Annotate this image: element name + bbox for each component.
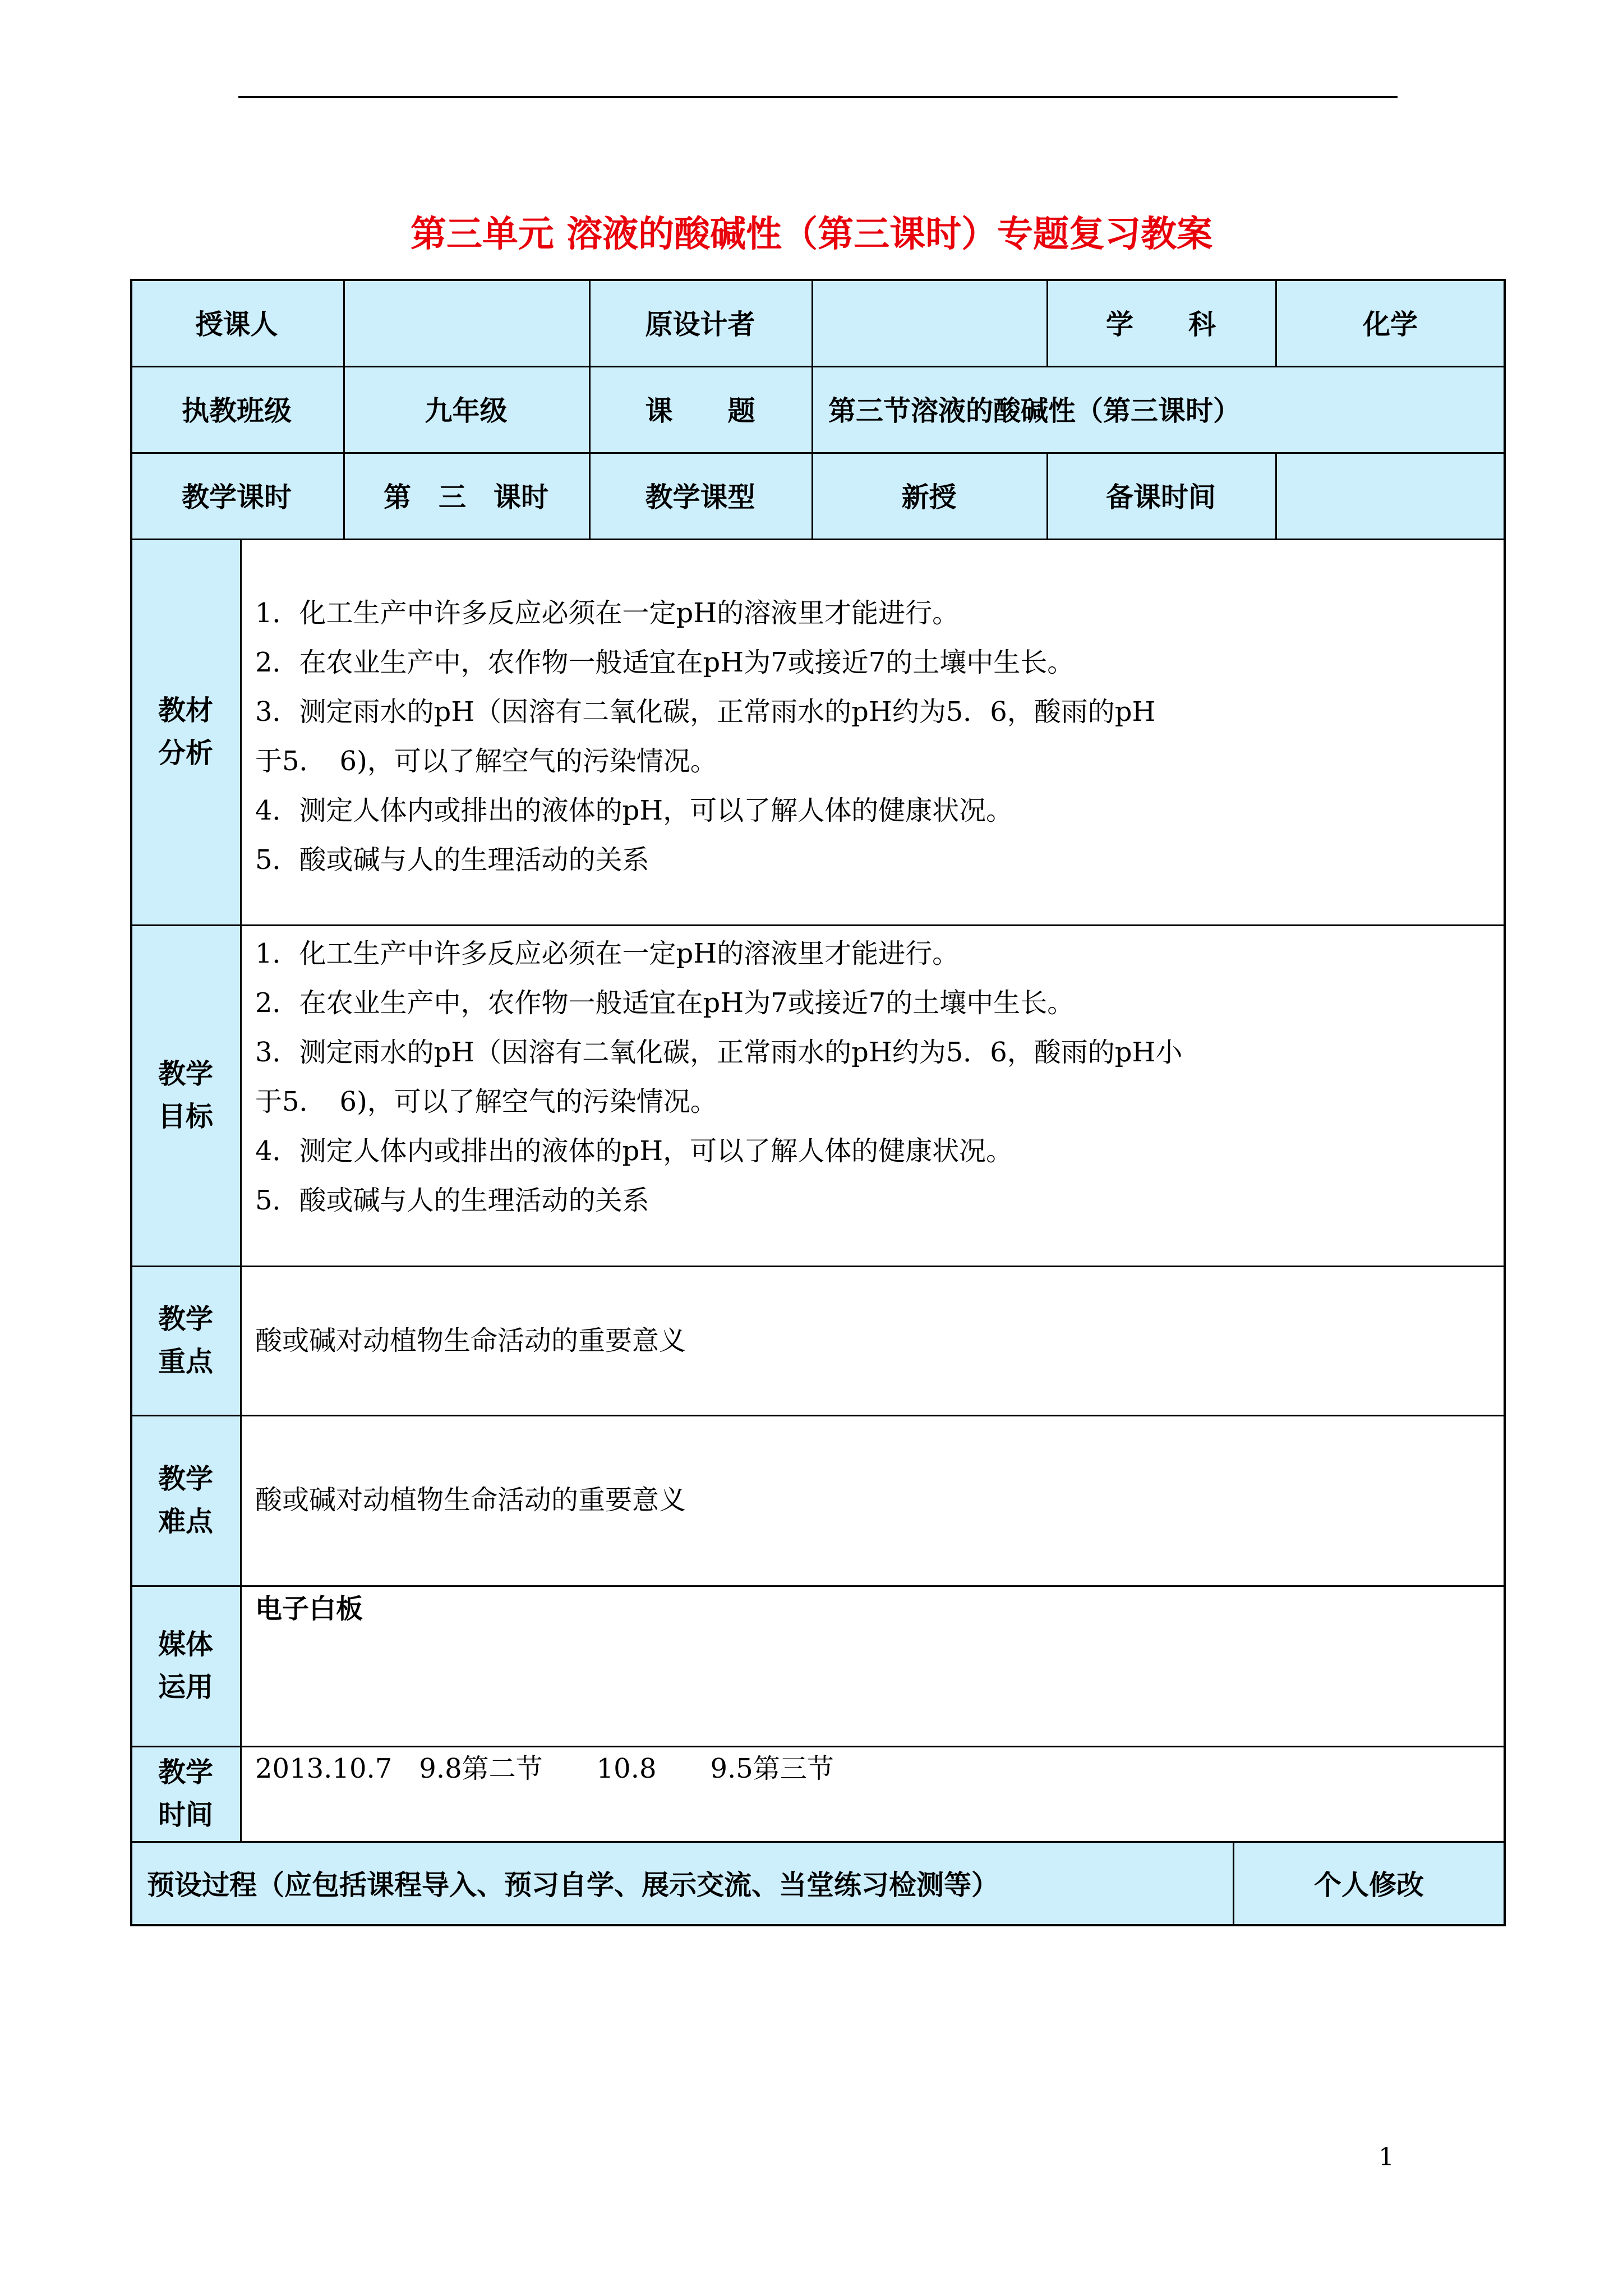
cell-teacher-value <box>343 279 589 366</box>
analysis-line: 5．酸或碱与人的生理活动的关系 <box>255 844 649 876</box>
objectives-line: 4．测定人体内或排出的液体的pH，可以了解人体的健康状况。 <box>255 1135 1013 1167</box>
analysis-line: 2．在农业生产中，农作物一般适宜在pH为7或接近7的土壤中生长。 <box>255 647 1075 678</box>
cell-period-value: 第 三 课时 <box>383 481 548 513</box>
analysis-line: 1．化工生产中许多反应必须在一定pH的溶液里才能进行。 <box>255 597 960 629</box>
section-label-analysis: 教材 分析 <box>158 694 213 769</box>
section-label-difficulties: 教学 难点 <box>158 1462 213 1538</box>
cell-designer-value <box>811 279 1046 366</box>
footer-process-label: 预设过程（应包括课程导入、预习自学、展示交流、当堂练习检测等） <box>147 1869 999 1901</box>
cell-topic-value: 第三节溶液的酸碱性（第三课时） <box>828 394 1241 427</box>
section-analysis-content <box>255 588 1155 885</box>
cell-class-label: 执教班级 <box>181 394 292 427</box>
cell-type-value: 新授 <box>901 481 957 513</box>
header-rule <box>238 96 1398 98</box>
cell-class-value: 九年级 <box>425 394 508 427</box>
footer-personal-label: 个人修改 <box>1313 1869 1424 1901</box>
section-key-points-content: 酸或碱对动植物生命活动的重要意义 <box>255 1325 686 1356</box>
section-media-content: 电子白板 <box>255 1593 363 1625</box>
section-label-key-points: 教学 重点 <box>158 1303 213 1378</box>
objectives-line: 于5． 6)，可以了解空气的污染情况。 <box>255 1086 717 1117</box>
cell-period-label: 教学课时 <box>181 481 292 513</box>
objectives-line: 3．测定雨水的pH（因溶有二氧化碳，正常雨水的pH约为5．6，酸雨的pH小 <box>255 1037 1183 1068</box>
analysis-line: 于5． 6)，可以了解空气的污染情况。 <box>255 746 717 777</box>
cell-teacher-label: 授课人 <box>195 307 278 341</box>
cell-subject-label: 学 科 <box>1105 307 1216 341</box>
section-difficulties-content: 酸或碱对动植物生命活动的重要意义 <box>255 1484 686 1516</box>
cell-type-label: 教学课型 <box>645 481 755 513</box>
objectives-line: 5．酸或碱与人的生理活动的关系 <box>255 1185 649 1216</box>
cell-topic-label: 课 题 <box>645 394 755 427</box>
cell-prep-time-value <box>1275 452 1505 539</box>
objectives-line: 2．在农业生产中，农作物一般适宜在pH为7或接近7的土壤中生长。 <box>255 987 1075 1019</box>
cell-prep-time-label: 备课时间 <box>1105 481 1216 513</box>
objectives-line: 1．化工生产中许多反应必须在一定pH的溶液里才能进行。 <box>255 938 960 969</box>
analysis-line: 4．测定人体内或排出的液体的pH，可以了解人体的健康状况。 <box>255 795 1013 826</box>
section-time-content: 2013.10.7 9.8第二节 10.8 9.5第三节 <box>255 1753 834 1784</box>
section-label-objectives: 教学 目标 <box>158 1057 213 1133</box>
document-title: 第三单元 溶液的酸碱性（第三课时）专题复习教案 <box>410 213 1213 255</box>
cell-designer-label: 原设计者 <box>645 307 755 341</box>
page-number: 1 <box>1378 2143 1394 2171</box>
section-label-media: 媒体 运用 <box>158 1628 213 1703</box>
section-label-time: 教学 时间 <box>158 1756 213 1831</box>
section-objectives-content <box>255 929 1182 1225</box>
analysis-line: 3．测定雨水的pH（因溶有二氧化碳，正常雨水的pH约为5．6，酸雨的pH <box>255 696 1156 728</box>
cell-subject-value: 化学 <box>1362 307 1418 341</box>
